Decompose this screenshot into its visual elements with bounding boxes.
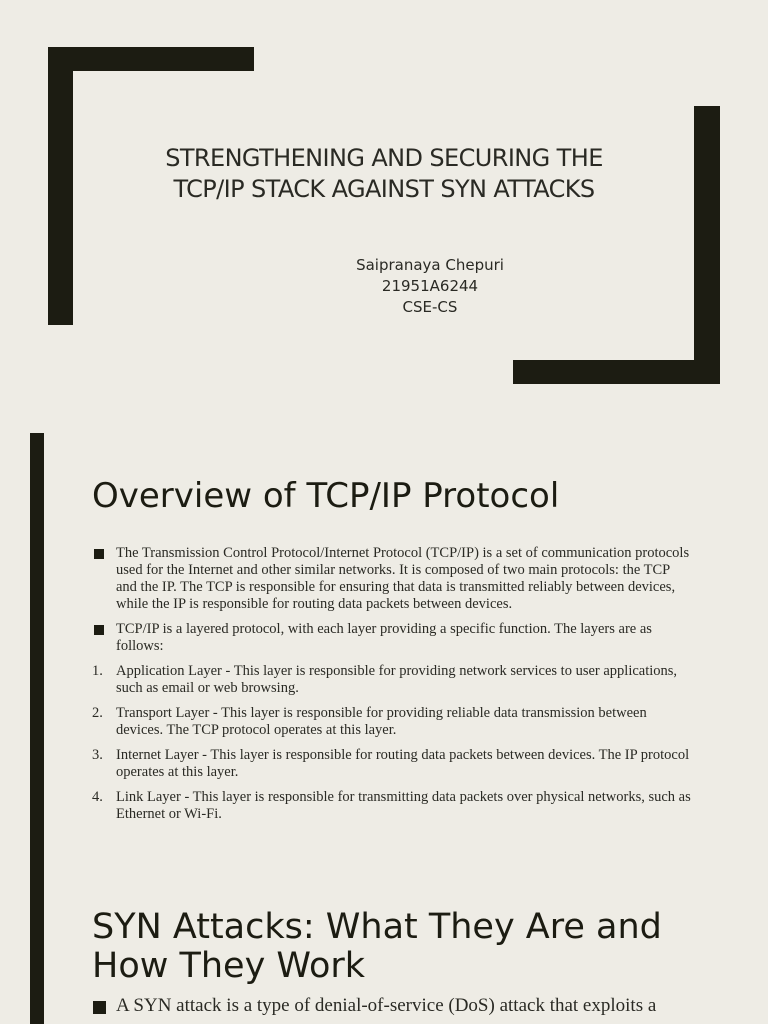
left-accent-bar <box>30 433 44 866</box>
item-number: 3. <box>92 747 103 763</box>
numbered-item <box>92 789 692 823</box>
item-number: 1. <box>92 663 103 679</box>
frame-left-bar <box>48 47 73 325</box>
slide-heading: Overview of TCP/IP Protocol <box>92 476 560 516</box>
frame-bottom-bar <box>513 360 720 384</box>
department: CSE-CS <box>402 298 458 316</box>
item-text: Transport Layer - This layer is responsible for providing reliable data transmission between devices. The TCP protocol operates at this layer. <box>116 705 647 738</box>
bullet-item <box>92 995 692 1017</box>
item-number: 4. <box>92 789 103 805</box>
syn-attacks-slide <box>0 866 768 1024</box>
title-slide <box>0 0 768 410</box>
overview-slide <box>0 410 768 866</box>
bullet-item <box>92 621 692 655</box>
numbered-item <box>92 663 692 697</box>
frame-top-bar <box>48 47 254 71</box>
bullet-text: A SYN attack is a type of denial-of-service (DoS) attack that exploits a <box>116 995 657 1016</box>
frame-right-bar <box>694 106 720 384</box>
left-accent-bar <box>30 866 44 1024</box>
title-line: TCP/IP STACK AGAINST SYN ATTACKS <box>173 175 595 203</box>
bullet-text: TCP/IP is a layered protocol, with each layer providing a specific function. The layers are as follows: <box>116 621 652 654</box>
bullet-square-icon <box>93 1001 106 1014</box>
roll-number: 21951A6244 <box>381 277 479 295</box>
author-name: Saipranaya Chepuri <box>356 256 504 274</box>
bullet-square-icon <box>94 625 104 635</box>
item-text: Link Layer - This layer is responsible for transmitting data packets over physical networks, such as Ethernet or Wi-Fi. <box>116 789 691 822</box>
item-text: Application Layer - This layer is responsible for providing network services to user applications, such as email or web browsing. <box>116 663 678 696</box>
numbered-item <box>92 747 692 781</box>
presentation-title <box>110 143 658 205</box>
slide-heading: SYN Attacks: What They Are and How They Work <box>92 907 662 986</box>
author-info <box>230 255 630 318</box>
numbered-item <box>92 705 692 739</box>
bullet-square-icon <box>94 549 104 559</box>
slide-body <box>92 995 692 1024</box>
item-text: Internet Layer - This layer is responsible for routing data packets between devices. The IP protocol operates at this layer. <box>116 747 690 780</box>
title-line: STRENGTHENING AND SECURING THE <box>165 144 603 172</box>
bullet-item <box>92 545 692 613</box>
slide-body <box>92 545 692 831</box>
item-number: 2. <box>92 705 103 721</box>
bullet-text: The Transmission Control Protocol/Internet Protocol (TCP/IP) is a set of communication protocols used for the Internet and other similar networks. It is composed of two main protocols: the TCP and the IP. The TCP is responsible for ensuring that data is transmitted reliably between devices, while the IP is responsible for routing data packets between devices. <box>116 545 690 612</box>
